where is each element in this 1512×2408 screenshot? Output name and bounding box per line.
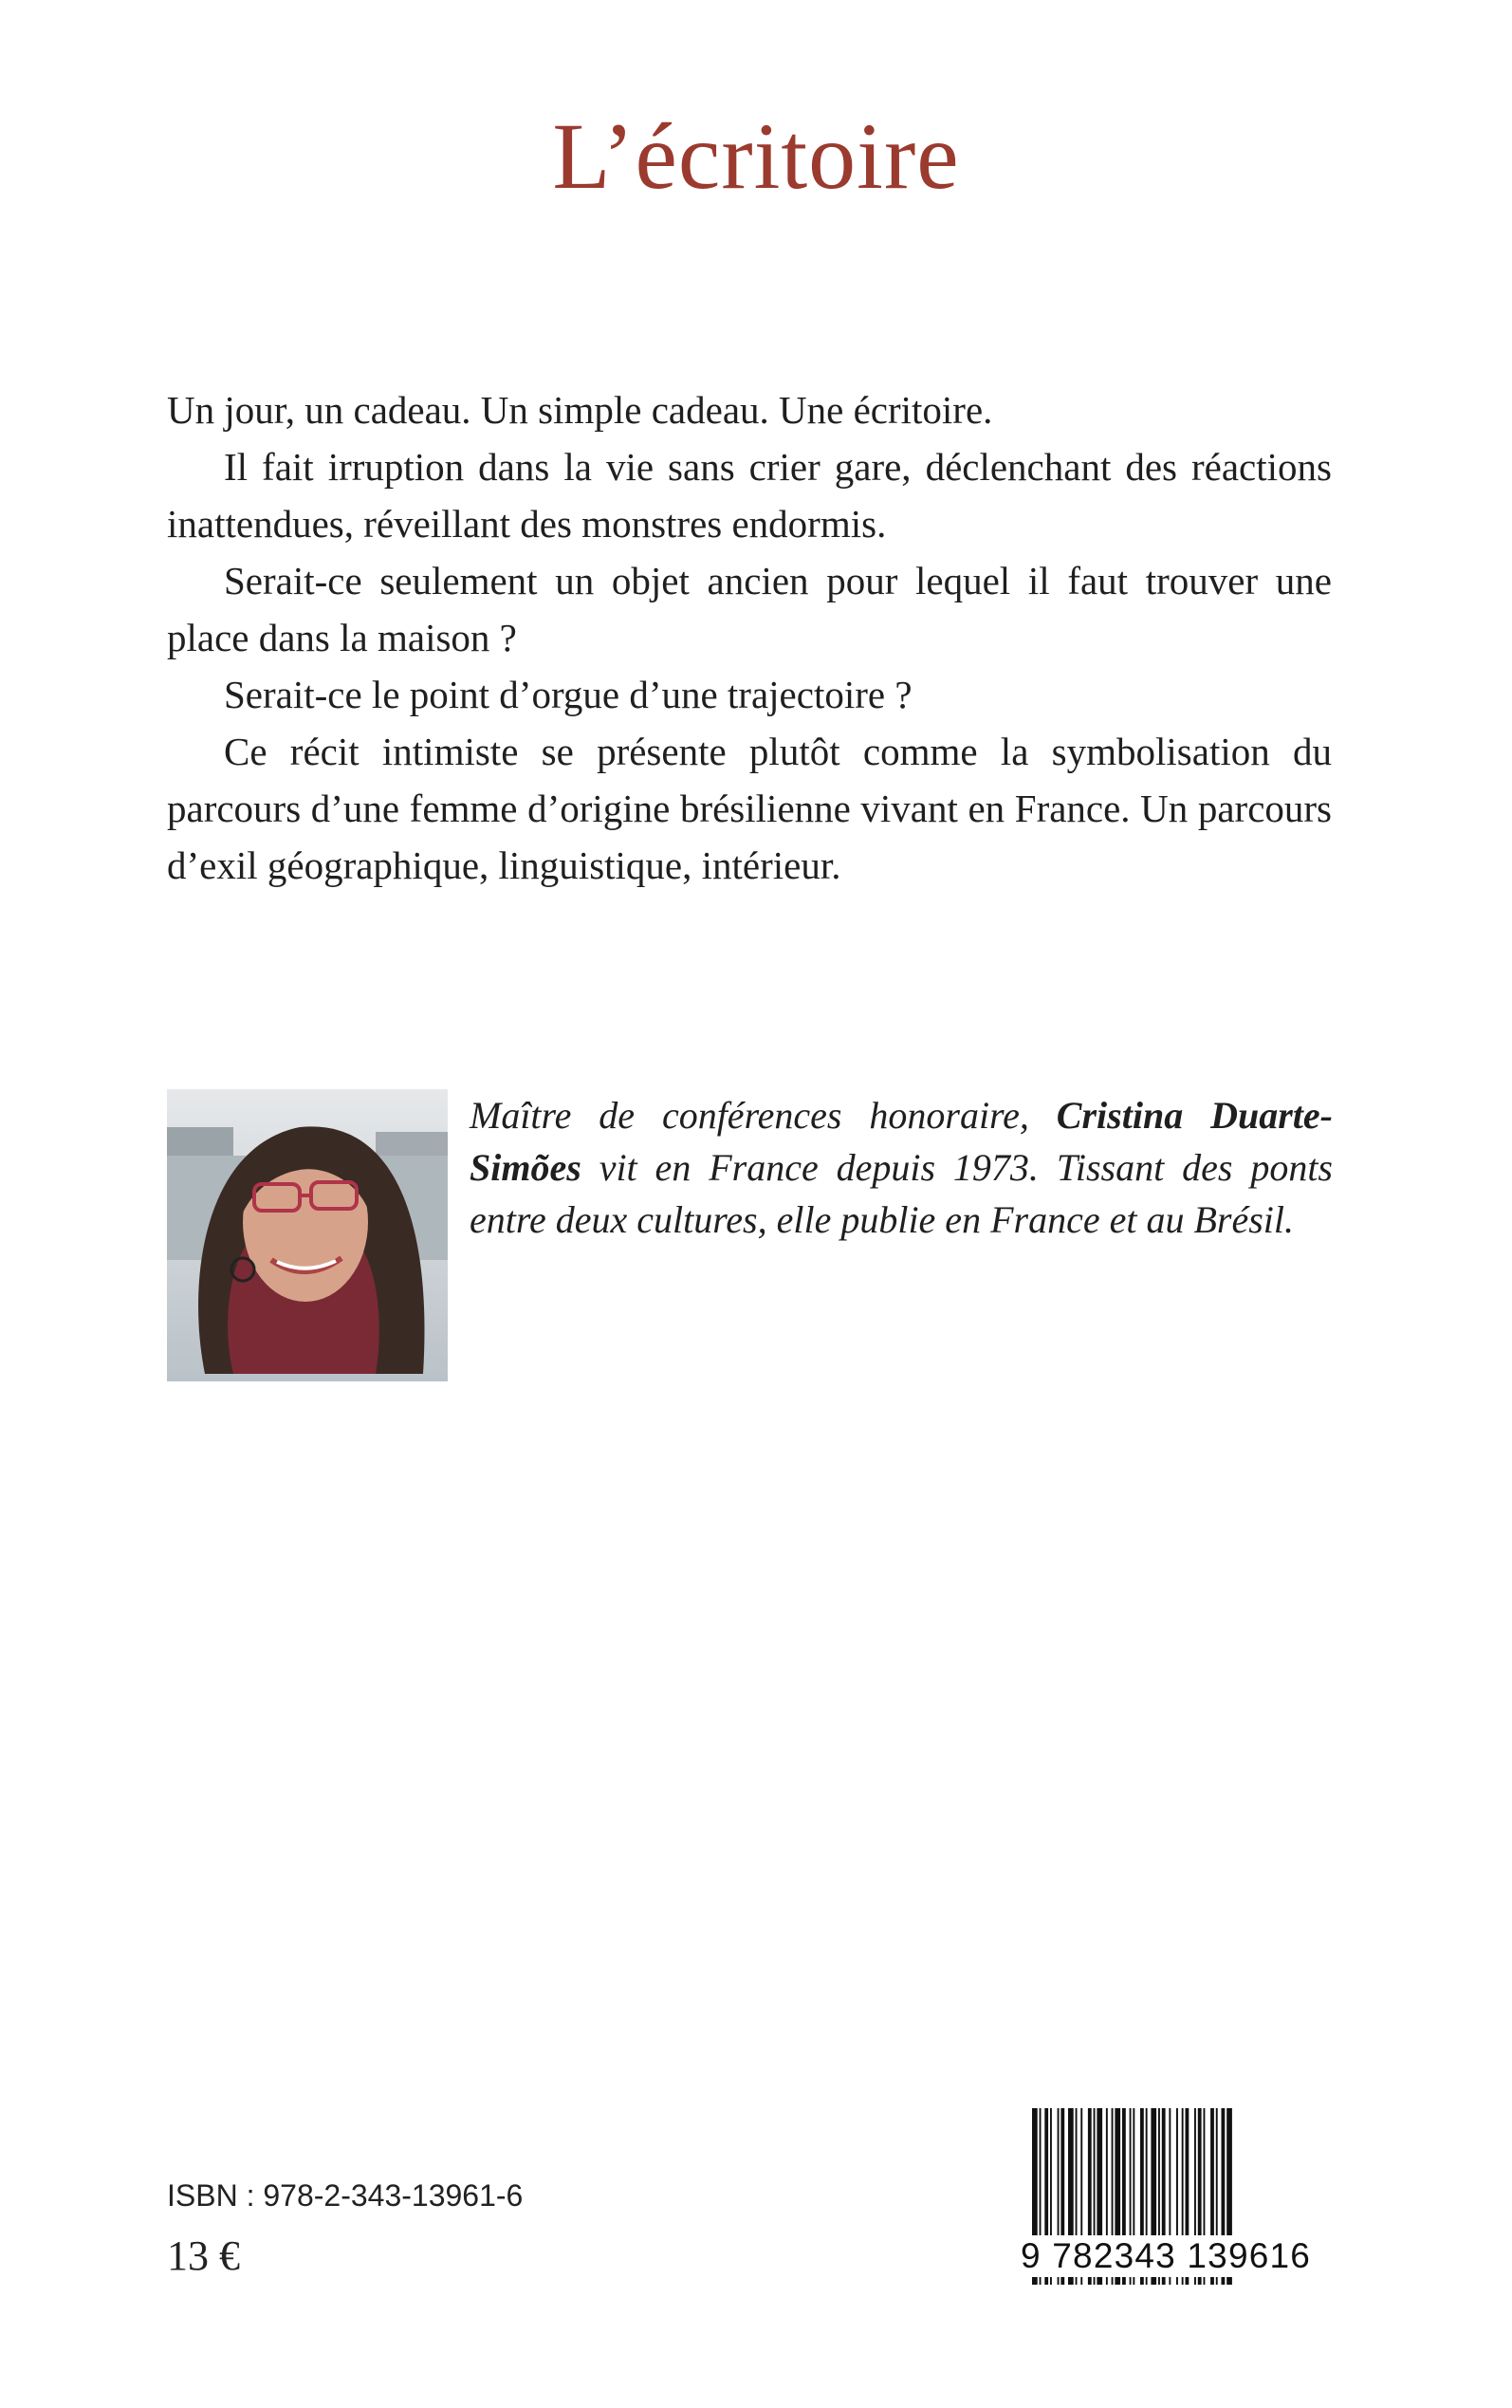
isbn: ISBN : 978-2-343-13961-6 bbox=[167, 2178, 524, 2213]
author-bio bbox=[470, 1089, 1333, 1246]
bio-intro: Maître de conférences honoraire, bbox=[470, 1094, 1057, 1137]
author-name: Cristina Duarte-Simões bbox=[470, 1094, 1333, 1189]
blurb-paragraph: Serait-ce seulement un objet ancien pour lequel il faut trouver une place dans la maison ? bbox=[167, 559, 1332, 659]
blurb-paragraph: Un jour, un cadeau. Un simple cadeau. Une écritoire. bbox=[167, 388, 993, 432]
barcode-number: 9 782343 139616 bbox=[1021, 2235, 1334, 2277]
price: 13 € bbox=[167, 2232, 240, 2279]
blurb-paragraph: Serait-ce le point d’orgue d’une trajectoire ? bbox=[224, 673, 913, 716]
blurb-paragraph: Ce récit intimiste se présente plutôt comme la symbolisation du parcours d’une femme d’origine brésilienne vivant en France. Un parcours d’exil géographique, linguistique, intérieur. bbox=[167, 730, 1332, 887]
back-cover-blurb bbox=[167, 381, 1332, 894]
book-title: L’écritoire bbox=[552, 103, 960, 209]
blurb-paragraph: Il fait irruption dans la vie sans crier gare, déclenchant des réactions inattendues, réveillant des monstres endormis. bbox=[167, 445, 1332, 546]
bio-rest: vit en France depuis 1973. Tissant des ponts entre deux cultures, elle publie en France et au Brésil. bbox=[470, 1146, 1333, 1241]
author-photo bbox=[167, 1089, 448, 1381]
